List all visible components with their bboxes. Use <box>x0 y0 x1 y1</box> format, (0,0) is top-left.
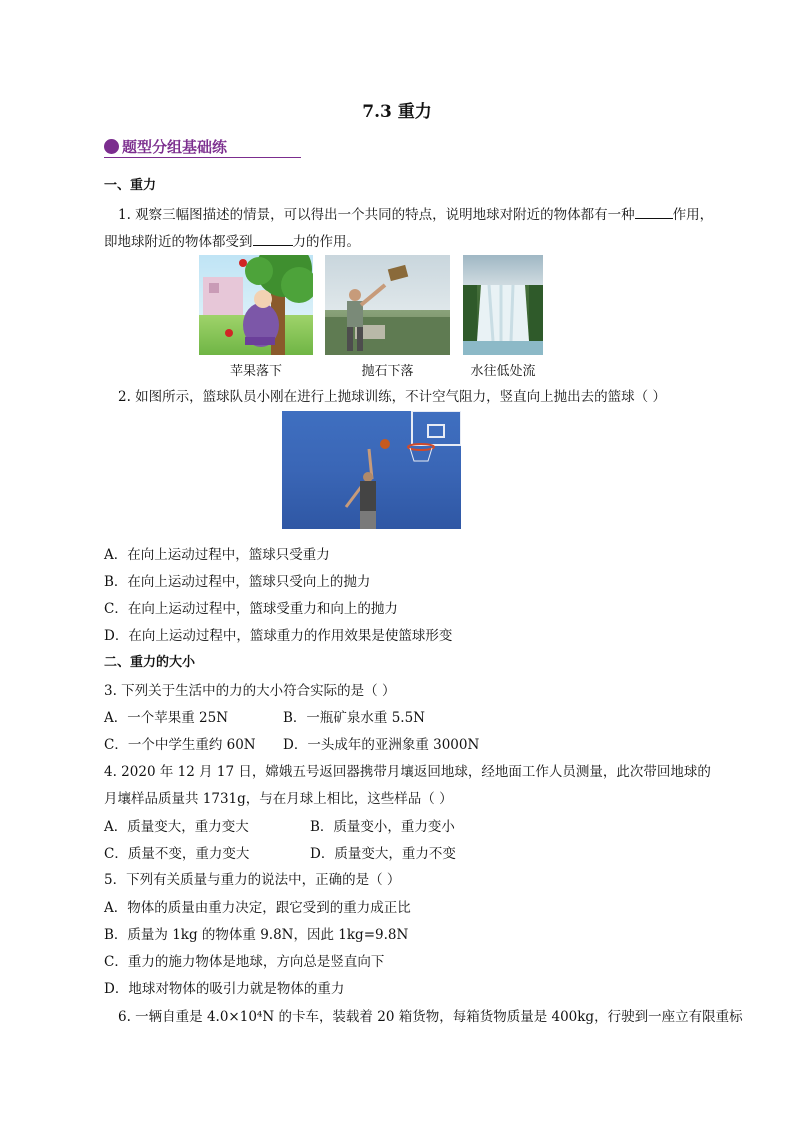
q5-option-b[interactable]: B．质量为 1kg 的物体重 9.8N，因此 1kg=9.8N <box>104 927 409 943</box>
caption-apple: 苹果落下 <box>229 364 282 379</box>
q2-option-a[interactable]: A．在向上运动过程中，篮球只受重力 <box>104 547 330 563</box>
q3-option-a[interactable]: A．一个苹果重 25N <box>104 710 229 726</box>
q1-line-1 <box>118 203 713 223</box>
caption-stone: 抛石下落 <box>361 364 414 379</box>
apple-falling-picture <box>199 255 313 355</box>
q3-option-d[interactable]: D．一头成年的亚洲象重 3000N <box>283 737 480 753</box>
banner-label: 题型分组基础练 <box>122 138 228 156</box>
q1-text-c: 即地球附近的物体都受到 <box>104 234 253 250</box>
q6-line-1: 6. 一辆自重是 4.0×10⁴N 的卡车，装载着 20 箱货物，每箱货物质量是 400kg，行驶到一座立有限重标 <box>118 1009 743 1025</box>
q3-stem: 3. 下列关于生活中的力的大小符合实际的是（ ） <box>104 683 396 699</box>
filled-circle-icon <box>104 139 119 154</box>
q1-text-b: 作用， <box>672 207 714 223</box>
q4-option-b[interactable]: B．质量变小，重力变小 <box>310 819 455 835</box>
q4-line-2: 月壤样品质量共 1731g，与在月球上相比，这些样品（ ） <box>104 791 453 807</box>
section-banner <box>104 136 227 157</box>
q3-option-b[interactable]: B．一瓶矿泉水重 5.5N <box>283 710 425 726</box>
q1-text-a: 1. 观察三幅图描述的情景，可以得出一个共同的特点，说明地球对附近的物体都有一种 <box>118 207 635 223</box>
q1-line-2 <box>104 230 360 250</box>
page-title: 7.3 重力 <box>362 102 432 122</box>
q2-option-b[interactable]: B．在向上运动过程中，篮球只受向上的抛力 <box>104 574 371 590</box>
q3-option-c[interactable]: C．一个中学生重约 60N <box>104 737 256 753</box>
q1-text-d: 力的作用。 <box>292 234 360 250</box>
q5-stem: 5．下列有关质量与重力的说法中，正确的是（ ） <box>104 872 401 888</box>
q4-option-c[interactable]: C．质量不变，重力变大 <box>104 846 250 862</box>
q2-option-d[interactable]: D．在向上运动过程中，篮球重力的作用效果是使篮球形变 <box>104 628 453 644</box>
q2-option-c[interactable]: C．在向上运动过程中，篮球受重力和向上的抛力 <box>104 601 398 617</box>
q2-stem: 2. 如图所示，篮球队员小刚在进行上抛球训练，不计空气阻力，竖直向上抛出去的篮球（ ） <box>118 389 666 405</box>
banner-underline <box>104 157 301 158</box>
q4-option-d[interactable]: D．质量变大，重力不变 <box>310 846 456 862</box>
section-heading-2: 二、重力的大小 <box>104 655 196 670</box>
q5-option-c[interactable]: C．重力的施力物体是地球，方向总是竖直向下 <box>104 954 385 970</box>
q5-option-d[interactable]: D．地球对物体的吸引力就是物体的重力 <box>104 981 345 997</box>
q5-option-a[interactable]: A．物体的质量由重力决定，跟它受到的重力成正比 <box>104 900 411 916</box>
q4-option-a[interactable]: A．质量变大，重力变大 <box>104 819 249 835</box>
caption-waterfall: 水往低处流 <box>470 364 536 379</box>
q4-line-1: 4. 2020 年 12 月 17 日，嫦娥五号返回器携带月壤返回地球，经地面工作人员测量，此次带回地球的 <box>104 764 711 780</box>
waterfall-picture <box>463 255 543 355</box>
answer-blank[interactable] <box>635 205 673 219</box>
answer-blank[interactable] <box>253 232 293 246</box>
section-heading-1: 一、重力 <box>104 178 157 193</box>
stone-throw-picture <box>325 255 450 355</box>
basketball-picture <box>282 411 461 529</box>
